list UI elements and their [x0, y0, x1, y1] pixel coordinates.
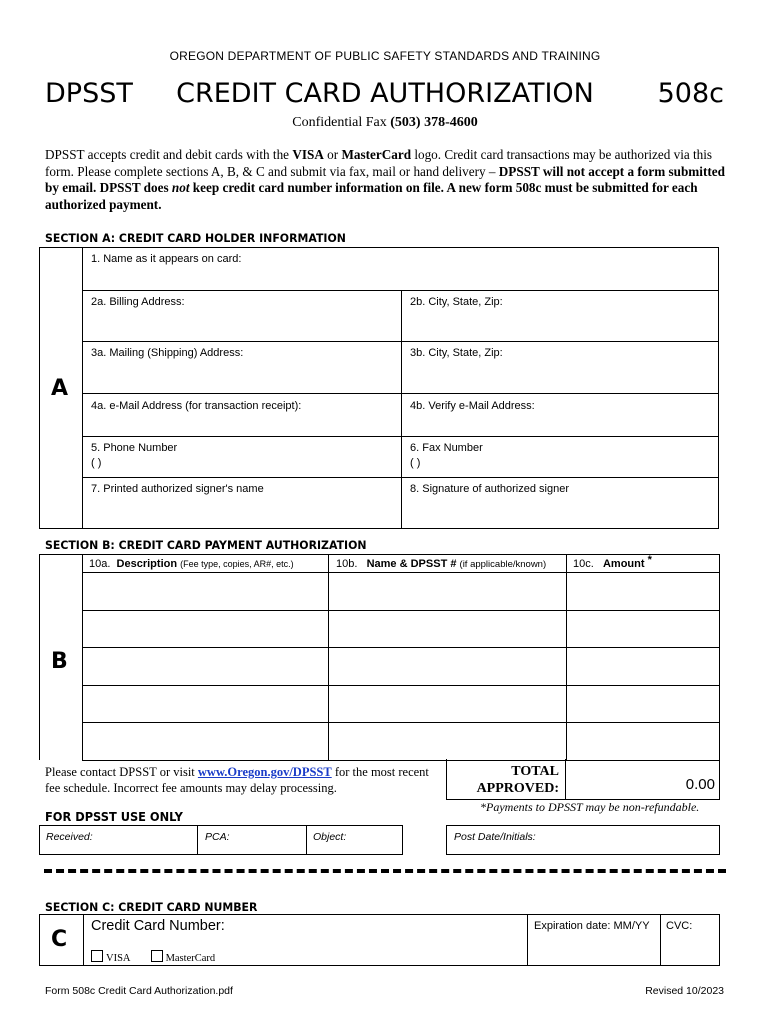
fax-number: (503) 378-4600	[390, 115, 478, 130]
mailing-address-field[interactable]	[82, 341, 402, 394]
dpsst-use-box	[39, 825, 403, 855]
visa-checkbox[interactable]	[91, 950, 103, 962]
post-date-label: Post Date/Initials:	[454, 831, 536, 843]
description-num: 10a.	[89, 558, 111, 570]
visa-option[interactable]	[91, 953, 130, 964]
row-line	[82, 722, 719, 723]
intro-visa: VISA	[292, 147, 324, 162]
signer-name-label: 7. Printed authorized signer's name	[91, 483, 264, 495]
mastercard-option[interactable]	[151, 953, 216, 964]
amount-column-header	[573, 555, 719, 572]
agency-name: OREGON DEPARTMENT OF PUBLIC SAFETY STANDARDS AND TRAINING	[169, 49, 601, 63]
intro-mastercard: MasterCard	[341, 147, 412, 162]
fax-label: Confidential Fax	[292, 115, 391, 130]
cut-line	[44, 869, 726, 873]
name-num: 10b.	[336, 558, 358, 570]
office-divider	[197, 826, 198, 854]
name-on-card-label: 1. Name as it appears on card:	[91, 253, 242, 265]
name-hint: (if applicable/known)	[459, 559, 547, 570]
billing-address-field[interactable]	[82, 290, 402, 342]
mailing-city-field[interactable]	[401, 341, 719, 394]
phone-label: 5. Phone Number	[91, 442, 178, 454]
row-line	[82, 572, 719, 573]
intro-text-1: DPSST accepts credit and debit cards with the	[45, 147, 293, 162]
name-on-card-field[interactable]	[82, 247, 719, 291]
total-label-1: TOTAL	[511, 764, 559, 779]
fax-parens: ( )	[410, 457, 421, 469]
pca-label: PCA:	[205, 831, 230, 843]
row-line	[82, 647, 719, 648]
section-b-heading: SECTION B: CREDIT CARD PAYMENT AUTHORIZATION	[45, 538, 367, 552]
fee-note-1: Please contact DPSST or visit	[45, 765, 198, 779]
visa-label: VISA	[106, 953, 130, 964]
description-column-header	[83, 555, 329, 572]
intro-not: not	[171, 180, 190, 195]
email-label: 4a. e-Mail Address (for transaction receipt):	[91, 400, 302, 412]
billing-city-field[interactable]	[401, 290, 719, 342]
mailing-address-label: 3a. Mailing (Shipping) Address:	[91, 347, 244, 359]
post-date-box	[446, 825, 720, 855]
total-label-2: APPROVED:	[476, 781, 559, 796]
object-label: Object:	[313, 831, 347, 843]
phone-field[interactable]	[82, 436, 402, 478]
non-refundable-note: *Payments to DPSST may be non-refundable.	[480, 800, 700, 814]
fax-field[interactable]	[401, 436, 719, 478]
intro-bold-2: keep credit card number information on file. A new form 508c must be submitted for each authorized payment.	[45, 180, 698, 212]
col-divider-2	[566, 555, 567, 761]
card-number-label: Credit Card Number:	[91, 918, 225, 934]
mastercard-checkbox[interactable]	[151, 950, 163, 962]
signature-field[interactable]	[401, 477, 719, 529]
total-divider	[565, 759, 566, 799]
total-approved-box	[446, 759, 720, 800]
billing-city-label: 2b. City, State, Zip:	[410, 296, 503, 308]
section-a-box	[39, 247, 719, 529]
fax-line	[0, 115, 770, 131]
signature-label: 8. Signature of authorized signer	[410, 483, 569, 495]
amount-num: 10c.	[573, 558, 594, 570]
intro-text-2: logo. Credit card transactions may be authorized via this form. Please complete sections A, B, & C and submit via fax, mail or hand delivery –	[45, 147, 713, 179]
fee-schedule-note	[45, 764, 445, 796]
cvc-label[interactable]: CVC:	[666, 920, 693, 932]
card-divider-2	[660, 915, 661, 965]
dpsst-use-heading: FOR DPSST USE ONLY	[45, 810, 183, 824]
row-line	[82, 685, 719, 686]
section-c-heading: SECTION C: CREDIT CARD NUMBER	[45, 900, 258, 914]
office-divider	[306, 826, 307, 854]
verify-email-field[interactable]	[401, 393, 719, 437]
footer-filename: Form 508c Credit Card Authorization.pdf	[45, 985, 233, 997]
section-b-letter: B	[51, 649, 68, 674]
description-hint: (Fee type, copies, AR#, etc.)	[180, 559, 294, 569]
description-title: Description	[116, 558, 178, 570]
card-type-options	[91, 950, 215, 964]
received-label: Received:	[46, 831, 93, 843]
total-label	[447, 763, 559, 797]
name-title: Name & DPSST #	[366, 558, 457, 570]
section-a-letter: A	[51, 376, 69, 401]
mailing-city-label: 3b. City, State, Zip:	[410, 347, 503, 359]
footer-revised: Revised 10/2023	[645, 985, 724, 997]
dpsst-label: DPSST	[45, 78, 133, 109]
section-b-letter-column	[40, 555, 83, 761]
card-divider-1	[527, 915, 528, 965]
amount-star: *	[647, 554, 652, 566]
form-number: 508c	[657, 78, 724, 109]
section-c-box	[39, 914, 720, 966]
signer-name-field[interactable]	[82, 477, 402, 529]
mastercard-label: MasterCard	[165, 953, 216, 964]
amount-title: Amount	[602, 558, 645, 570]
intro-or: or	[323, 147, 342, 162]
section-a-heading: SECTION A: CREDIT CARD HOLDER INFORMATION	[45, 231, 346, 245]
section-a-letter-column	[40, 248, 83, 528]
intro-bold-1: DPSST will not accept a form submitted by email. DPSST does	[45, 163, 725, 195]
name-column-header	[336, 555, 566, 572]
email-field[interactable]	[82, 393, 402, 437]
page-title: CREDIT CARD AUTHORIZATION	[176, 78, 594, 109]
fax-number-label: 6. Fax Number	[410, 442, 483, 454]
fee-note-2: for the most recent fee schedule. Incorrect fee amounts may delay processing.	[45, 765, 429, 795]
verify-email-label: 4b. Verify e-Mail Address:	[410, 400, 535, 412]
intro-paragraph	[45, 147, 725, 213]
phone-parens: ( )	[91, 457, 102, 469]
section-b-box	[39, 554, 720, 760]
section-c-letter: C	[51, 927, 68, 952]
col-divider-1	[328, 555, 329, 761]
section-c-letter-column	[40, 915, 84, 965]
row-line	[82, 610, 719, 611]
total-value[interactable]: 0.00	[685, 776, 715, 793]
dpsst-website-link[interactable]: www.Oregon.gov/DPSST	[197, 765, 332, 779]
billing-address-label: 2a. Billing Address:	[91, 296, 185, 308]
expiration-label[interactable]: Expiration date: MM/YY	[534, 920, 650, 932]
